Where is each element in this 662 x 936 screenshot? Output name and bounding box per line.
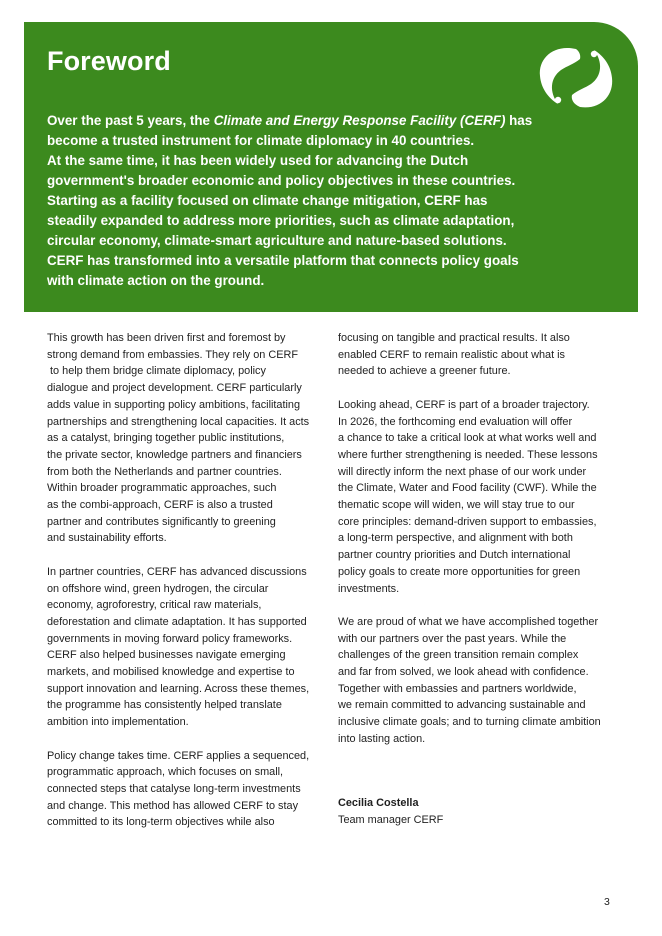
body-line: will directly inform the next phase of our work under bbox=[338, 465, 587, 478]
body-paragraph bbox=[47, 330, 322, 547]
body-paragraph bbox=[47, 748, 322, 832]
intro-emphasis: Climate and Energy Response Facility (CERF) bbox=[213, 113, 506, 128]
body-line: into lasting action. bbox=[338, 732, 426, 745]
page-title: Foreword bbox=[47, 46, 171, 76]
body-line: economy, agroforestry, critical raw materials, bbox=[47, 599, 262, 612]
intro-line: government's broader economic and policy objectives in these countries. bbox=[47, 173, 516, 188]
body-line: This growth has been driven first and foremost by bbox=[47, 332, 286, 344]
intro-line: Starting as a facility focused on climate change mitigation, CERF has bbox=[47, 193, 488, 208]
body-line: thematic scope will widen, we will stay true to our bbox=[338, 499, 575, 512]
body-line: the private sector, knowledge partners and financiers bbox=[47, 448, 302, 461]
body-line: the programme has consistently helped translate bbox=[47, 699, 282, 712]
body-line: markets, and mobilised knowledge and expertise to bbox=[47, 666, 295, 679]
body-line: needed to achieve a greener future. bbox=[338, 365, 511, 378]
body-line: programmatic approach, which focuses on small, bbox=[47, 766, 284, 779]
body-line: ambition into implementation. bbox=[47, 716, 189, 729]
body-line: Looking ahead, CERF is part of a broader trajectory. bbox=[338, 398, 590, 411]
body-line: to help them bridge climate diplomacy, policy bbox=[47, 365, 266, 378]
body-line: partner and contributes significantly to greening bbox=[47, 515, 276, 528]
body-line: dialogue and project development. CERF particularly bbox=[47, 382, 302, 395]
foreword-banner bbox=[24, 22, 638, 312]
page-number: 3 bbox=[604, 896, 610, 908]
body-line: a long-term perspective, and alignment with both bbox=[338, 532, 573, 545]
body-line: from both the Netherlands and partner countries. bbox=[47, 465, 282, 478]
body-line: committed to its long-term objectives while also bbox=[47, 816, 275, 829]
body-line: as the combi-approach, CERF is also a trusted bbox=[47, 499, 273, 512]
intro-paragraph bbox=[47, 111, 547, 291]
body-line: focusing on tangible and practical results. It also bbox=[338, 332, 570, 344]
body-line: We are proud of what we have accomplished together bbox=[338, 615, 599, 628]
body-line: challenges of the green transition remain complex bbox=[338, 649, 579, 662]
body-line: the Climate, Water and Food facility (CWF). While the bbox=[338, 482, 597, 495]
intro-text: Over the past 5 years, the bbox=[47, 113, 214, 128]
body-line: investments. bbox=[338, 582, 400, 595]
body-line: and change. This method has allowed CERF to stay bbox=[47, 799, 299, 812]
body-line: Policy change takes time. CERF applies a sequenced, bbox=[47, 749, 310, 762]
body-line: enabled CERF to remain realistic about what is bbox=[338, 348, 565, 361]
body-line: inclusive climate goals; and to turning climate ambition bbox=[338, 716, 601, 729]
body-line: we remain committed to advancing sustainable and bbox=[338, 699, 586, 712]
body-paragraph bbox=[338, 330, 623, 380]
body-line: In 2026, the forthcoming end evaluation will offer bbox=[338, 415, 573, 428]
body-paragraph bbox=[338, 614, 623, 748]
body-line: connected steps that catalyse long-term investments bbox=[47, 782, 301, 795]
signature-name: Cecilia Costella bbox=[338, 797, 419, 809]
body-line: Within broader programmatic approaches, such bbox=[47, 482, 277, 495]
intro-line: At the same time, it has been widely used for advancing the Dutch bbox=[47, 153, 469, 168]
body-line: and sustainability efforts. bbox=[47, 532, 167, 545]
intro-text: has bbox=[505, 113, 533, 128]
signature-role: Team manager CERF bbox=[338, 814, 444, 826]
body-line: governments in moving forward policy frameworks. bbox=[47, 632, 293, 645]
intro-line: with climate action on the ground. bbox=[47, 273, 265, 288]
intro-line: circular economy, climate-smart agriculture and nature-based solutions. bbox=[47, 233, 507, 248]
body-line: adds value in supporting policy ambitions, facilitating bbox=[47, 398, 301, 411]
body-line: In partner countries, CERF has advanced discussions bbox=[47, 565, 307, 578]
cerf-leaf-logo-icon bbox=[536, 44, 616, 110]
body-line: deforestation and climate adaptation. It has supported bbox=[47, 615, 307, 628]
body-paragraph bbox=[47, 564, 322, 731]
body-line: and far from solved, we look ahead with confidence. bbox=[338, 666, 589, 679]
body-line: core principles: demand-driven support to embassies, bbox=[338, 515, 597, 528]
body-line: Together with embassies and partners worldwide, bbox=[338, 682, 577, 695]
body-line: support innovation and learning. Across these themes, bbox=[47, 682, 310, 695]
body-line: with our partners over the past years. While the bbox=[338, 632, 567, 645]
right-column bbox=[338, 330, 623, 764]
intro-line: steadily expanded to address more priorities, such as climate adaptation, bbox=[47, 213, 515, 228]
body-line: partner country priorities and Dutch international bbox=[338, 549, 571, 562]
body-line: on offshore wind, green hydrogen, the circular bbox=[47, 582, 269, 595]
body-line: CERF also helped businesses navigate emerging bbox=[47, 649, 286, 662]
body-line: partnerships and strengthening local capacities. It acts bbox=[47, 415, 310, 428]
left-column bbox=[47, 330, 322, 848]
intro-line: become a trusted instrument for climate diplomacy in 40 countries. bbox=[47, 133, 475, 148]
body-paragraph bbox=[338, 397, 623, 597]
body-line: where further strengthening is needed. These lessons bbox=[338, 448, 598, 461]
body-line: a chance to take a critical look at what works well and bbox=[338, 432, 597, 445]
body-line: strong demand from embassies. They rely on CERF bbox=[47, 348, 298, 361]
body-line: policy goals to create more opportunities for green bbox=[338, 565, 581, 578]
intro-line bbox=[47, 111, 547, 131]
body-line: as a catalyst, bringing together public institutions, bbox=[47, 432, 285, 445]
intro-line: CERF has transformed into a versatile platform that connects policy goals bbox=[47, 253, 519, 268]
